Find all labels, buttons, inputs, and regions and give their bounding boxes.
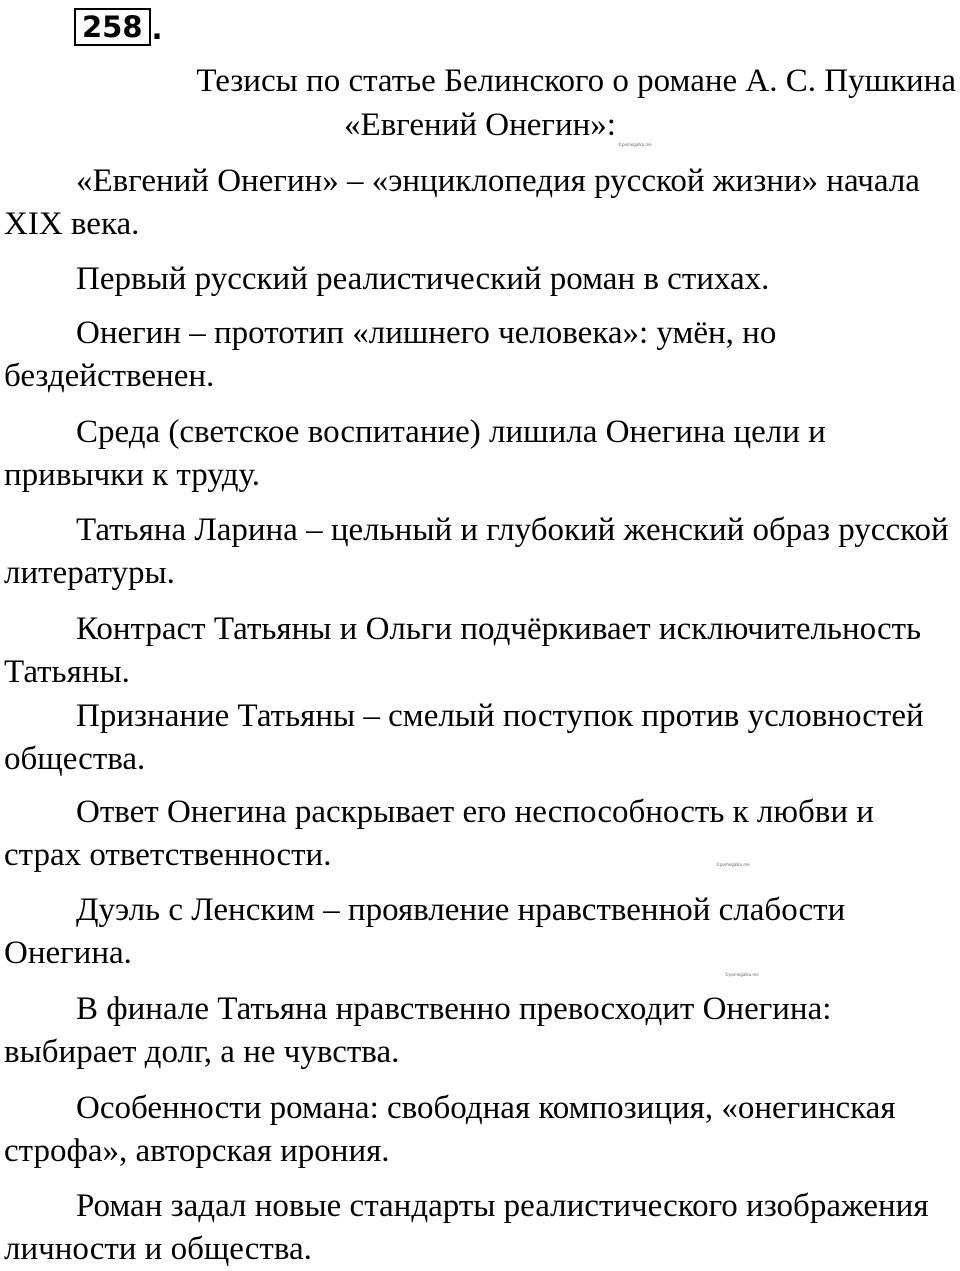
- thesis-3: Онегин – прототип «лишнего человека»: умён, но бездейственен.: [4, 315, 777, 394]
- thesis-7: Признание Татьяны – смелый поступок против условностей общества.: [4, 698, 924, 777]
- thesis-8: Ответ Онегина раскрывает его неспособность к любви и страх ответственности.: [4, 794, 874, 873]
- title-line-2: «Евгений Онегин»:: [344, 107, 616, 143]
- watermark: ©pomogalka.me: [725, 972, 759, 977]
- watermark: ©pomogalka.me: [716, 862, 750, 867]
- thesis-9: Дуэль с Ленским – проявление нравственной слабости Онегина.: [4, 892, 846, 971]
- thesis-2: Первый русский реалистический роман в стихах.: [76, 261, 770, 297]
- exercise-number: [74, 6, 163, 46]
- thesis-1: «Евгений Онегин» – «энциклопедия русской жизни» начала XIX века.: [4, 163, 920, 242]
- exercise-number-dot: .: [151, 12, 163, 46]
- thesis-5: Татьяна Ларина – цельный и глубокий женский образ русской литературы.: [4, 512, 949, 591]
- thesis-10: В финале Татьяна нравственно превосходит Онегина: выбирает долг, а не чувства.: [4, 991, 832, 1070]
- watermark: ©pomogalka.me: [618, 142, 652, 147]
- thesis-4: Среда (светское воспитание) лишила Онегина цели и привычки к труду.: [4, 414, 826, 493]
- thesis-6: Контраст Татьяны и Ольги подчёркивает исключительность Татьяны.: [4, 611, 922, 690]
- thesis-11: Особенности романа: свободная композиция, «онегинская строфа», авторская ирония.: [4, 1090, 896, 1169]
- thesis-12: Роман задал новые стандарты реалистического изображения личности и общества.: [4, 1188, 929, 1267]
- title-line-1: Тезисы по статье Белинского о романе А. С. Пушкина: [196, 63, 956, 99]
- exercise-number-box: 258: [74, 8, 151, 46]
